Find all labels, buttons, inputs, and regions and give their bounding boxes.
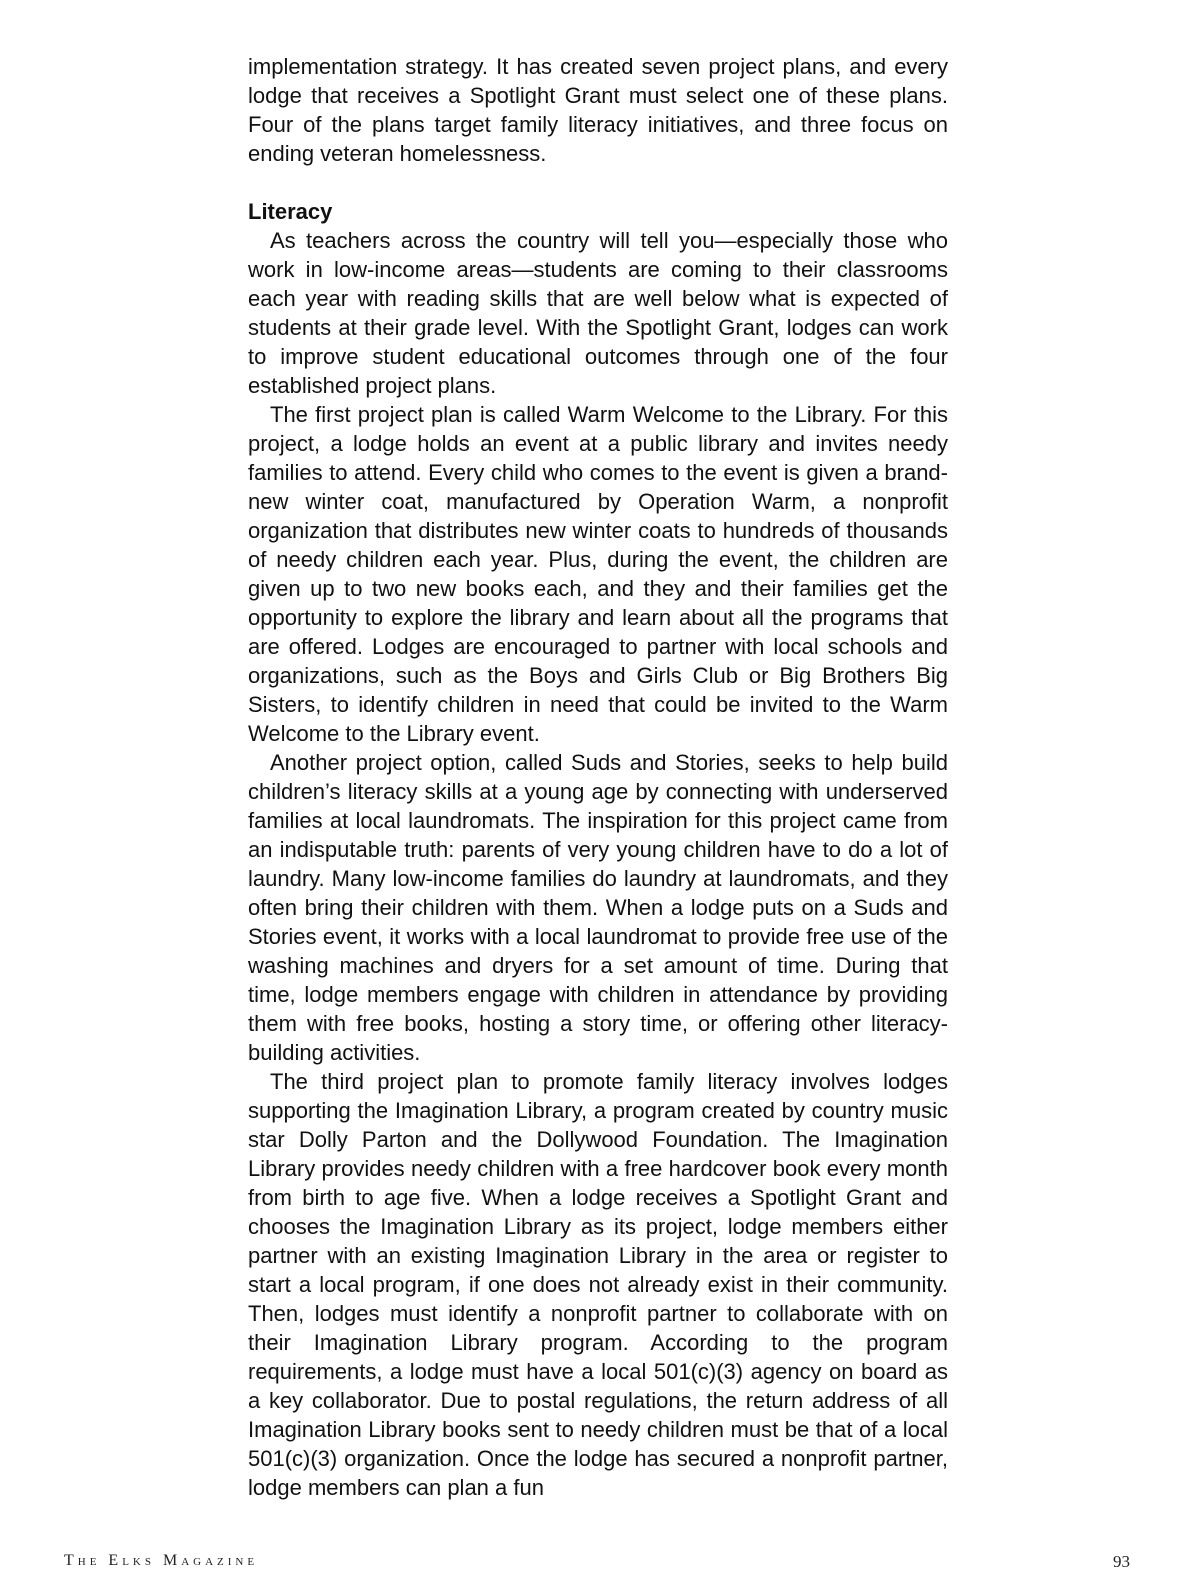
section-heading: Literacy: [248, 199, 333, 224]
intro-paragraph: implementation strategy. It has created seven project plans, and every lodge that receives a Spotlight Grant must select one of these plans. Four of the plans target family literacy initiatives, and three focus on ending veteran homelessness.: [248, 54, 948, 166]
magazine-name: The Elks Magazine: [64, 1552, 259, 1569]
page-number: 93: [1113, 1552, 1130, 1571]
page-footer: [64, 1552, 1130, 1574]
body-paragraph: As teachers across the country will tell you—especially those who work in low-income areas—students are coming to their classrooms each year with reading skills that are well below what is expected of students at their grade level. With the Spotlight Grant, lodges can work to improve student educational outcomes through one of the four established project plans.: [248, 228, 948, 398]
article-column: [248, 52, 948, 1502]
body-paragraph: The third project plan to promote family literacy involves lodges supporting the Imagination Library, a program created by country music star Dolly Parton and the Dollywood Foundation. The Imagination Library provides needy children with a free hardcover book every month from birth to age five. When a lodge receives a Spotlight Grant and chooses the Imagination Library as its project, lodge members either partner with an existing Imagination Library in the area or register to start a local program, if one does not already exist in their community. Then, lodges must identify a nonprofit partner to collaborate with on their Imagination Library program. According to the program requirements, a lodge must have a local 501(c)(3) agency on board as a key collaborator. Due to postal regulations, the return address of all Imagination Library books sent to needy children must be that of a local 501(c)(3) organization. Once the lodge has secured a nonprofit partner, lodge members can plan a fun: [248, 1069, 948, 1500]
body-paragraph: The first project plan is called Warm Welcome to the Library. For this project, a lodge holds an event at a public library and invites needy families to attend. Every child who comes to the event is given a brand-new winter coat, manufactured by Operation Warm, a nonprofit organization that distributes new winter coats to hundreds of thousands of needy children each year. Plus, during the event, the children are given up to two new books each, and they and their families get the opportunity to explore the library and learn about all the programs that are offered. Lodges are encouraged to partner with local schools and organizations, such as the Boys and Girls Club or Big Brothers Big Sisters, to identify children in need that could be invited to the Warm Welcome to the Library event.: [248, 402, 948, 746]
body-paragraph: Another project option, called Suds and Stories, seeks to help build children’s literacy skills at a young age by connecting with underserved families at local laundromats. The inspiration for this project came from an indisputable truth: parents of very young children have to do a lot of laundry. Many low-income families do laundry at laundromats, and they often bring their children with them. When a lodge puts on a Suds and Stories event, it works with a local laundromat to provide free use of the washing machines and dryers for a set amount of time. During that time, lodge members engage with children in attendance by providing them with free books, hosting a story time, or offering other literacy-building activities.: [248, 750, 948, 1065]
